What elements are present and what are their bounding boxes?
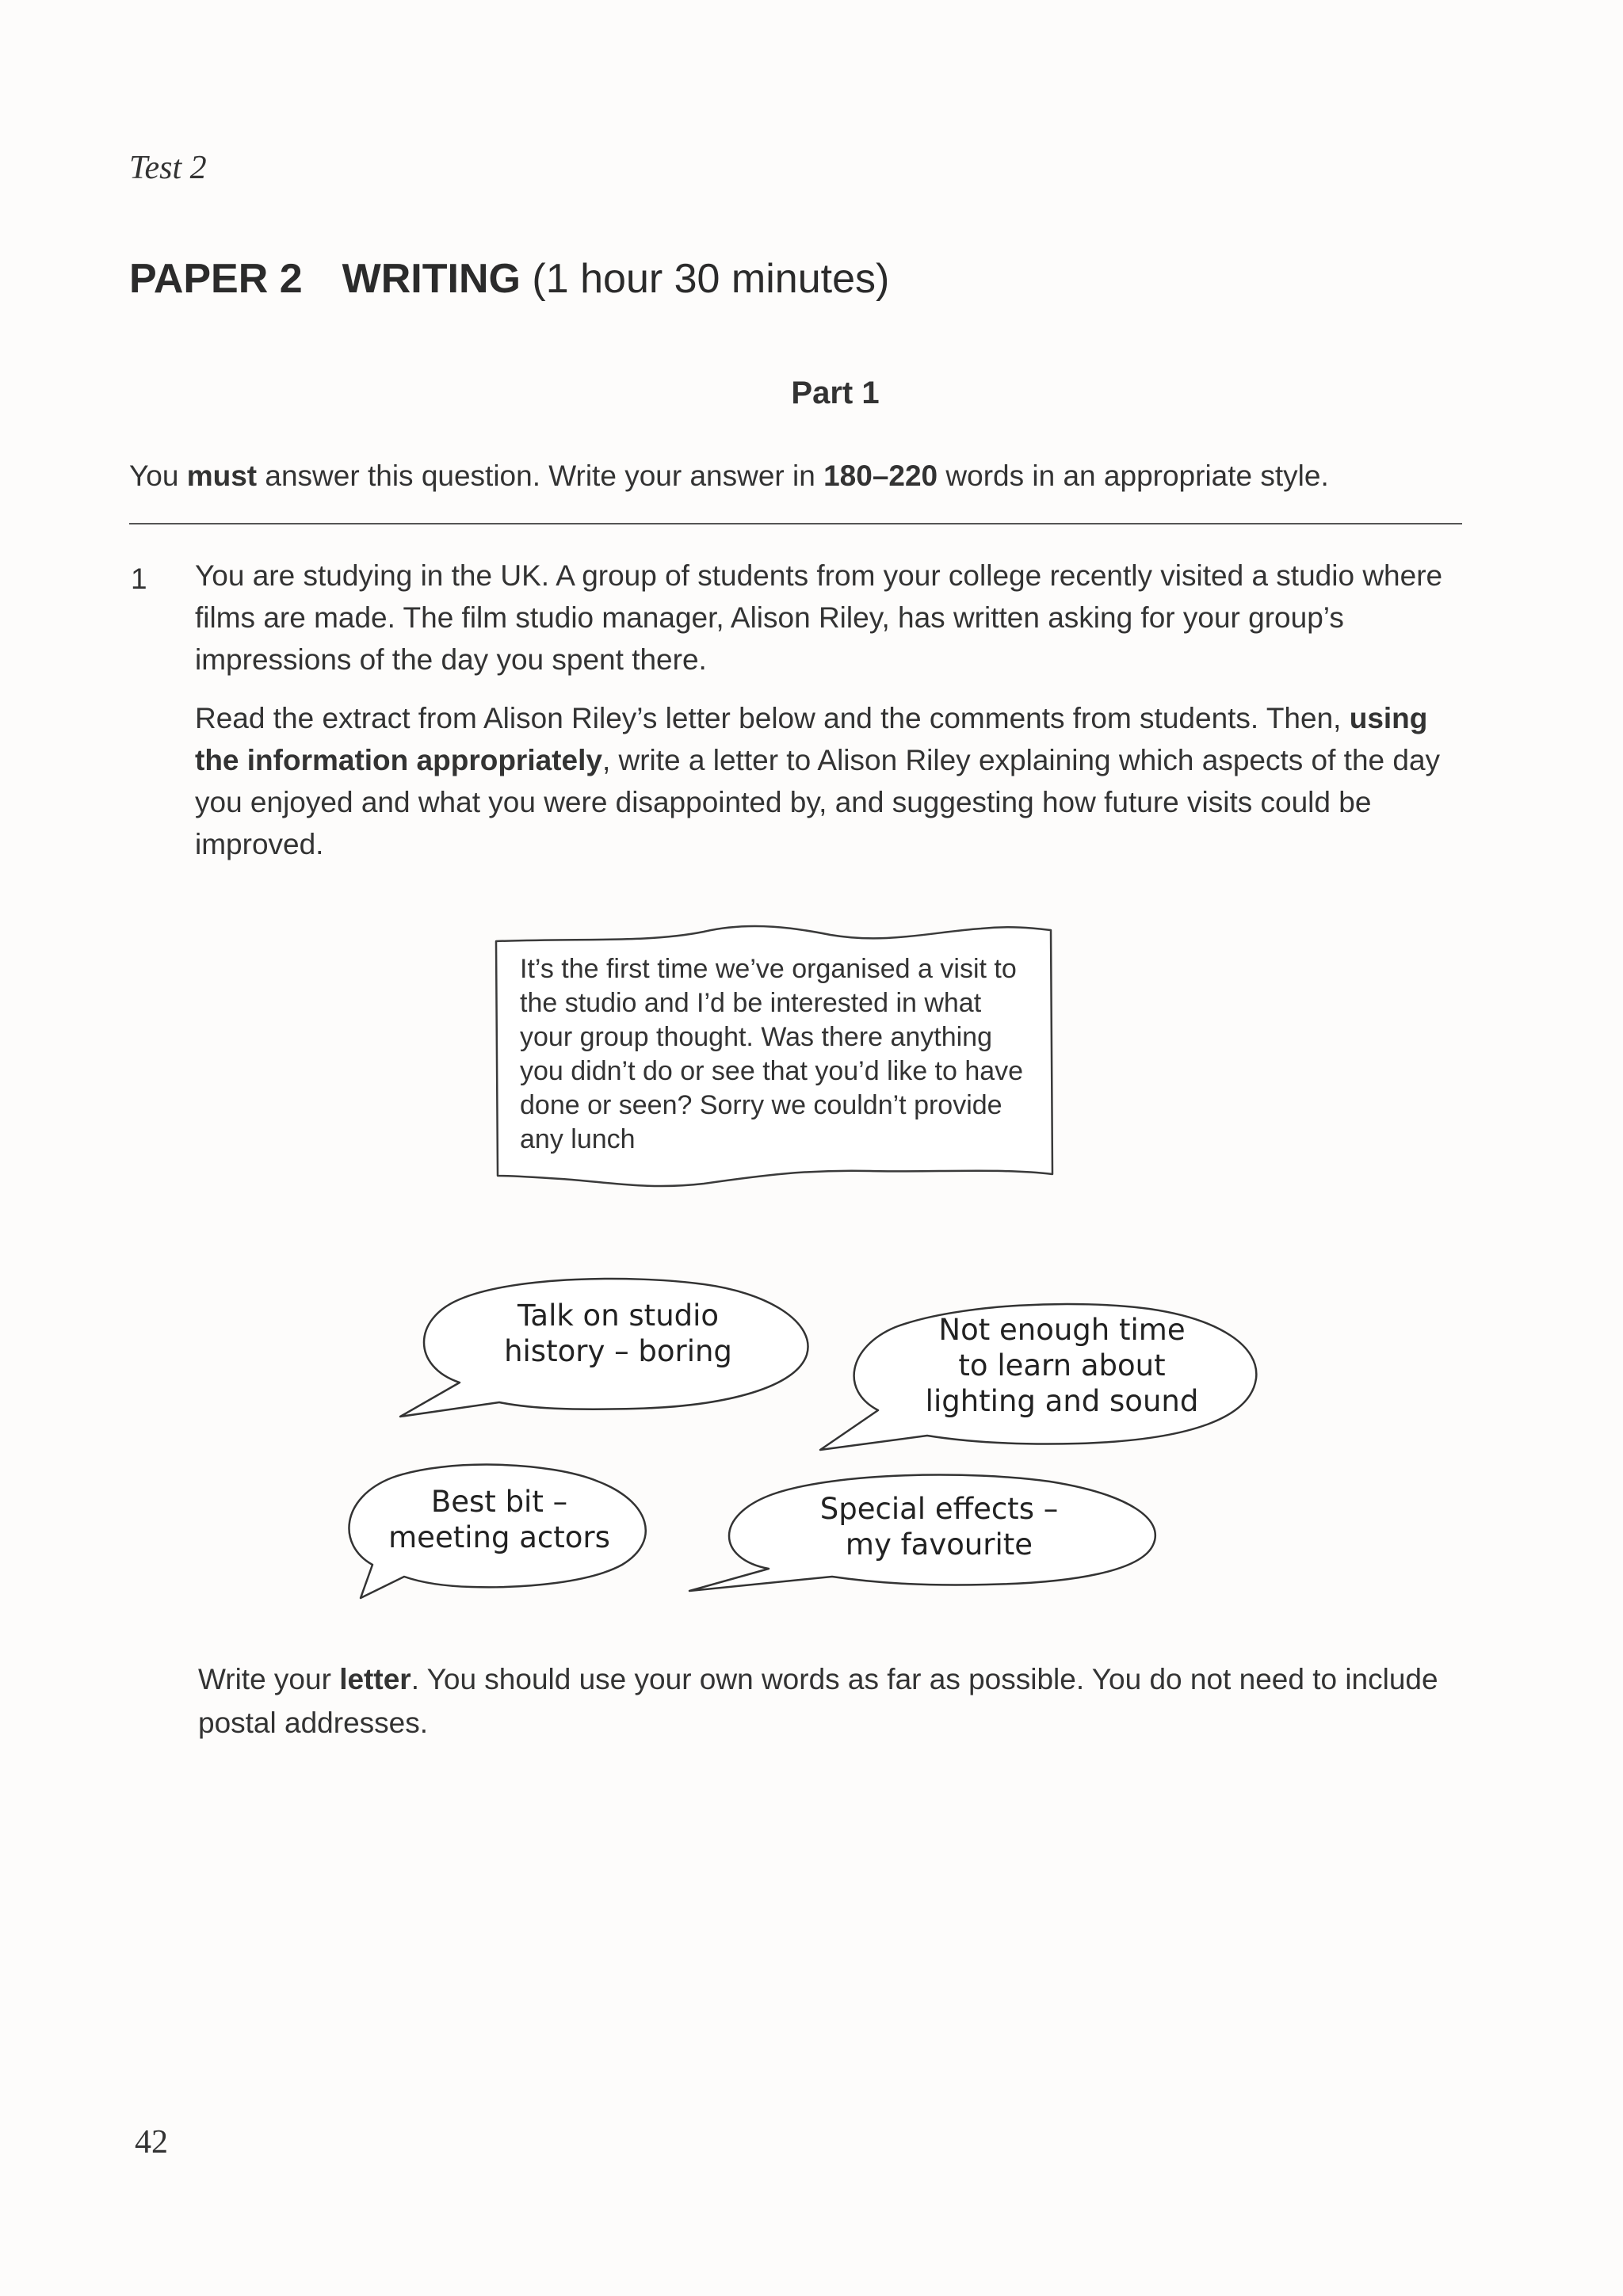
comment-line: Special effects – bbox=[819, 1492, 1059, 1526]
letter-extract-text: It’s the first time we’ve organised a visit to the studio and I’d be interested in what your group thought. Was there anything you didn’t do or see that you’d like to have done or seen? Sorry we couldn’t provide any lunch bbox=[520, 954, 1024, 1154]
comment-line: Not enough time bbox=[938, 1313, 1186, 1347]
comment-studio-history bbox=[444, 1298, 792, 1369]
divider bbox=[129, 523, 1462, 524]
comment-line: Talk on studio bbox=[517, 1299, 720, 1333]
comment-best-bit bbox=[361, 1484, 638, 1555]
speech-bubble-special-effects bbox=[685, 1472, 1165, 1599]
paper-duration: (1 hour 30 minutes) bbox=[532, 256, 890, 302]
comment-line: to learn about bbox=[958, 1348, 1166, 1383]
question-number: 1 bbox=[131, 563, 147, 595]
page-number: 42 bbox=[135, 2124, 168, 2161]
speech-bubble-not-enough-time bbox=[816, 1299, 1268, 1458]
instruction-bold: letter bbox=[339, 1663, 411, 1695]
instruction-text: Write your bbox=[198, 1663, 340, 1695]
instruction-text: . You should use your own words as far as possible. You do not need to include postal addresses. bbox=[198, 1663, 1438, 1739]
paragraph-text: Read the extract from Alison Riley’s letter below and the comments from students. Then, bbox=[195, 702, 1350, 734]
comment-line: lighting and sound bbox=[925, 1384, 1199, 1418]
word-range: 180–220 bbox=[823, 460, 938, 492]
task-instruction bbox=[129, 460, 1329, 493]
comment-not-enough-time bbox=[880, 1312, 1244, 1419]
comment-line: history – boring bbox=[504, 1334, 732, 1368]
instruction-text: words in an appropriate style. bbox=[938, 460, 1329, 492]
speech-bubble-best-bit bbox=[337, 1462, 658, 1604]
instruction-text: answer this question. Write your answer in bbox=[257, 460, 824, 492]
paper-section: WRITING bbox=[342, 256, 521, 302]
paragraph-text: , write a letter to Alison Riley explaining which aspects of the day you enjoyed and what you were disappointed by, and suggesting how future visits could be improved. bbox=[195, 744, 1441, 860]
running-head: Test 2 bbox=[129, 150, 207, 186]
paper-number: PAPER 2 bbox=[129, 256, 303, 302]
emphasis-text: using the information appropriately bbox=[195, 702, 1428, 776]
instruction-text: You bbox=[129, 460, 187, 492]
speech-bubble-studio-history bbox=[396, 1276, 824, 1426]
comment-special-effects bbox=[773, 1491, 1106, 1562]
part-heading: Part 1 bbox=[791, 376, 880, 410]
paper-title bbox=[129, 255, 889, 303]
comment-line: my favourite bbox=[845, 1527, 1033, 1562]
final-instruction bbox=[198, 1657, 1482, 1745]
comment-line: Best bit – bbox=[430, 1485, 568, 1519]
instruction-must: must bbox=[186, 460, 258, 492]
letter-extract bbox=[490, 921, 1057, 1194]
question-paragraph-1: You are studying in the UK. A group of students from your college recently visited a studio where films are made. The film studio manager, Alison Riley, has written asking for your group’s impressions of the day you spent there. bbox=[195, 559, 1443, 676]
question-paragraph-2 bbox=[195, 697, 1479, 865]
comment-line: meeting actors bbox=[388, 1520, 610, 1554]
